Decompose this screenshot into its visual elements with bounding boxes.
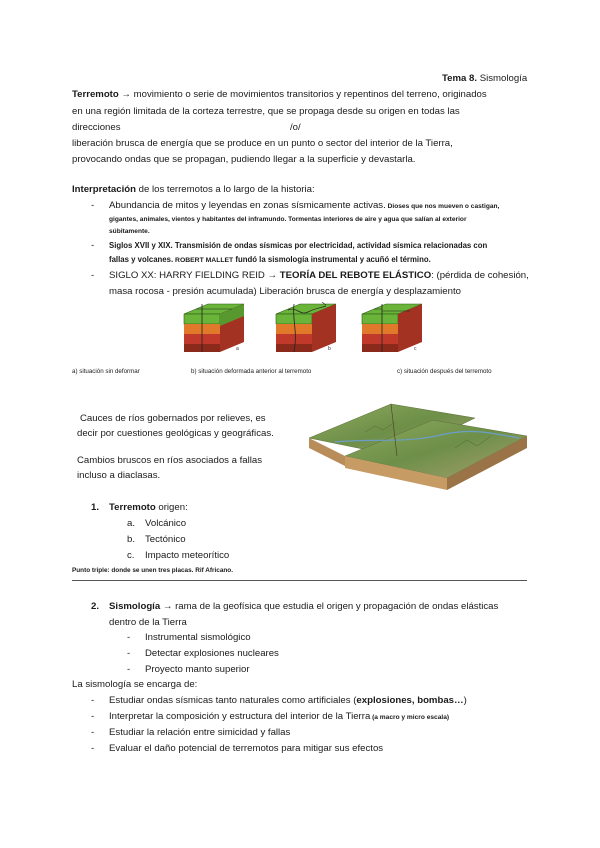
definition-term: Terremoto: [72, 89, 119, 100]
task-1-text: Estudiar ondas sísmicas tanto naturales como artificiales (: [109, 695, 357, 706]
terrain-block-diagram: [305, 398, 531, 493]
task-2-text: Interpretar la composición y estructura del interior de la Tierra: [109, 711, 371, 722]
robert-mallet: ROBERT MALLET: [173, 257, 234, 264]
definition-line-3b: /o/: [290, 122, 301, 133]
task-1: [109, 695, 467, 707]
rivers-line-1: Cauces de ríos gobernados por relieves, es: [80, 413, 266, 424]
origin-item: Tectónico: [145, 534, 186, 545]
origin-item: Impacto meteorítico: [145, 550, 230, 561]
origin-title-rest: origen:: [155, 502, 188, 513]
origin-title: Terremoto: [109, 502, 156, 513]
block-deformed: [276, 302, 336, 352]
bullet-dash: -: [91, 240, 95, 251]
section-2-number: [91, 601, 99, 613]
page-header: [442, 73, 527, 85]
bullet-dash: -: [91, 727, 95, 738]
sismo-item: Detectar explosiones nucleares: [145, 648, 279, 659]
bullet-1-small: Dioses que nos mueven o castigan,: [385, 203, 500, 210]
sub-dash: -: [127, 664, 131, 675]
bullet-2-text-c: fundó la sismología instrumental y acuñó el término.: [233, 255, 431, 264]
definition-line-1: [72, 89, 487, 101]
task-1-bold: explosiones, bombas…: [356, 695, 464, 706]
label-a: a: [236, 346, 239, 352]
bullet-1-line-1: [109, 200, 499, 213]
bullet-1-line-2: gigantes, animales, vientos y habitantes del inframundo. Tormentas interiores de aire y agua que salían al exterior: [109, 216, 467, 223]
bullet-1-line-3: súbitamente.: [109, 228, 150, 235]
section-number: 1.: [91, 502, 100, 513]
block-after-quake: [362, 304, 422, 352]
definition-text: movimiento o serie de movimientos transitorios y repentinos del terreno, originados: [133, 89, 487, 100]
bullet-dash: -: [91, 711, 95, 722]
task-3: Estudiar la relación entre simicidad y fallas: [109, 727, 291, 738]
sismo-item: Instrumental sismológico: [145, 632, 251, 643]
section-number: 2.: [91, 601, 100, 612]
origin-letter: b.: [127, 534, 136, 545]
section-2-title: [109, 601, 498, 613]
caption-a: a) situación sin deformar: [72, 368, 140, 375]
interpretation-title: Interpretación: [72, 184, 136, 195]
section-1-title: [109, 502, 188, 514]
task-1-close: ): [463, 695, 467, 706]
task-2-small: (a macro y micro escala): [370, 714, 450, 721]
sismologia-definition: → rama de la geofísica que estudia el origen y propagación de ondas elásticas: [160, 601, 499, 612]
task-2: [109, 711, 449, 724]
bullet-3-line-1: [109, 270, 529, 282]
rivers-line-2: decir por cuestiones geológicas y geográficas.: [77, 428, 274, 439]
definition-line-4: liberación brusca de energía que se produce en un punto o sector del interior de la Tierra,: [72, 138, 453, 149]
origin-letter: c.: [127, 550, 135, 561]
encarga-heading: La sismología se encarga de:: [72, 679, 198, 690]
elastic-rebound-diagram: [178, 302, 430, 360]
sismologia-title: Sismología: [109, 601, 161, 612]
sub-dash: -: [127, 632, 131, 643]
origin-letter: a.: [127, 518, 136, 529]
bullet-2-text-a: fallas y volcanes.: [109, 255, 174, 264]
bullet-3-text: : (pérdida de cohesión,: [431, 270, 529, 281]
section-1-heading: [91, 502, 99, 514]
caption-b: b) situación deformada anterior al terremoto: [191, 368, 312, 375]
arrow: →: [118, 89, 134, 100]
task-4: Evaluar el daño potencial de terremotos para mitigar sus efectos: [109, 743, 384, 754]
bullet-1-text: Abundancia de mitos y leyendas en zonas sísmicamente activas.: [109, 200, 386, 211]
definition-line-3a: direcciones: [72, 122, 121, 133]
sub-dash: -: [127, 648, 131, 659]
origin-item: Volcánico: [145, 518, 187, 529]
block-undeformed: [184, 304, 244, 352]
rivers-line-3: Cambios bruscos en ríos asociados a fallas: [77, 455, 263, 466]
bullet-2-line-1: Siglos XVII y XIX. Transmisión de ondas sísmicas por electricidad, actividad sísmica relacionadas con: [109, 241, 488, 250]
definition-line-2: en una región limitada de la corteza terrestre, que se propaga desde su origen en todas las: [72, 106, 460, 117]
elastic-rebound-theory: TEORÍA DEL REBOTE ELÁSTICO: [279, 270, 432, 281]
bullet-dash: -: [91, 270, 95, 281]
interpretation-title-rest: de los terremotos a lo largo de la historia:: [135, 184, 315, 195]
bullet-dash: -: [91, 743, 95, 754]
arrow: →: [264, 270, 280, 281]
bullet-dash: -: [91, 200, 95, 211]
caption-c: c) situación después del terremoto: [397, 368, 492, 375]
divider: [72, 580, 527, 581]
bullet-3-line-2: masa rocosa - presión acumulada) Liberación brusca de energía y desplazamiento: [109, 286, 461, 297]
rivers-line-4: incluso a diaclasas.: [77, 470, 161, 481]
bullet-dash: -: [91, 695, 95, 706]
tema-number: Tema 8.: [442, 73, 478, 84]
section-2-line-2: dentro de la Tierra: [109, 617, 187, 628]
tema-title: Sismología: [477, 73, 528, 84]
label-c: c: [414, 346, 417, 352]
bullet-2-line-2: [109, 254, 431, 267]
sismo-item: Proyecto manto superior: [145, 664, 250, 675]
interpretation-heading: [72, 184, 315, 196]
definition-line-5: provocando ondas que se propagan, pudiendo llegar a la superficie y devastarla.: [72, 154, 416, 165]
reid-name: SIGLO XX: HARRY FIELDING REID: [109, 270, 265, 281]
label-b: b: [328, 346, 331, 352]
triple-point-note: Punto triple: donde se unen tres placas. Rif Africano.: [72, 567, 233, 574]
